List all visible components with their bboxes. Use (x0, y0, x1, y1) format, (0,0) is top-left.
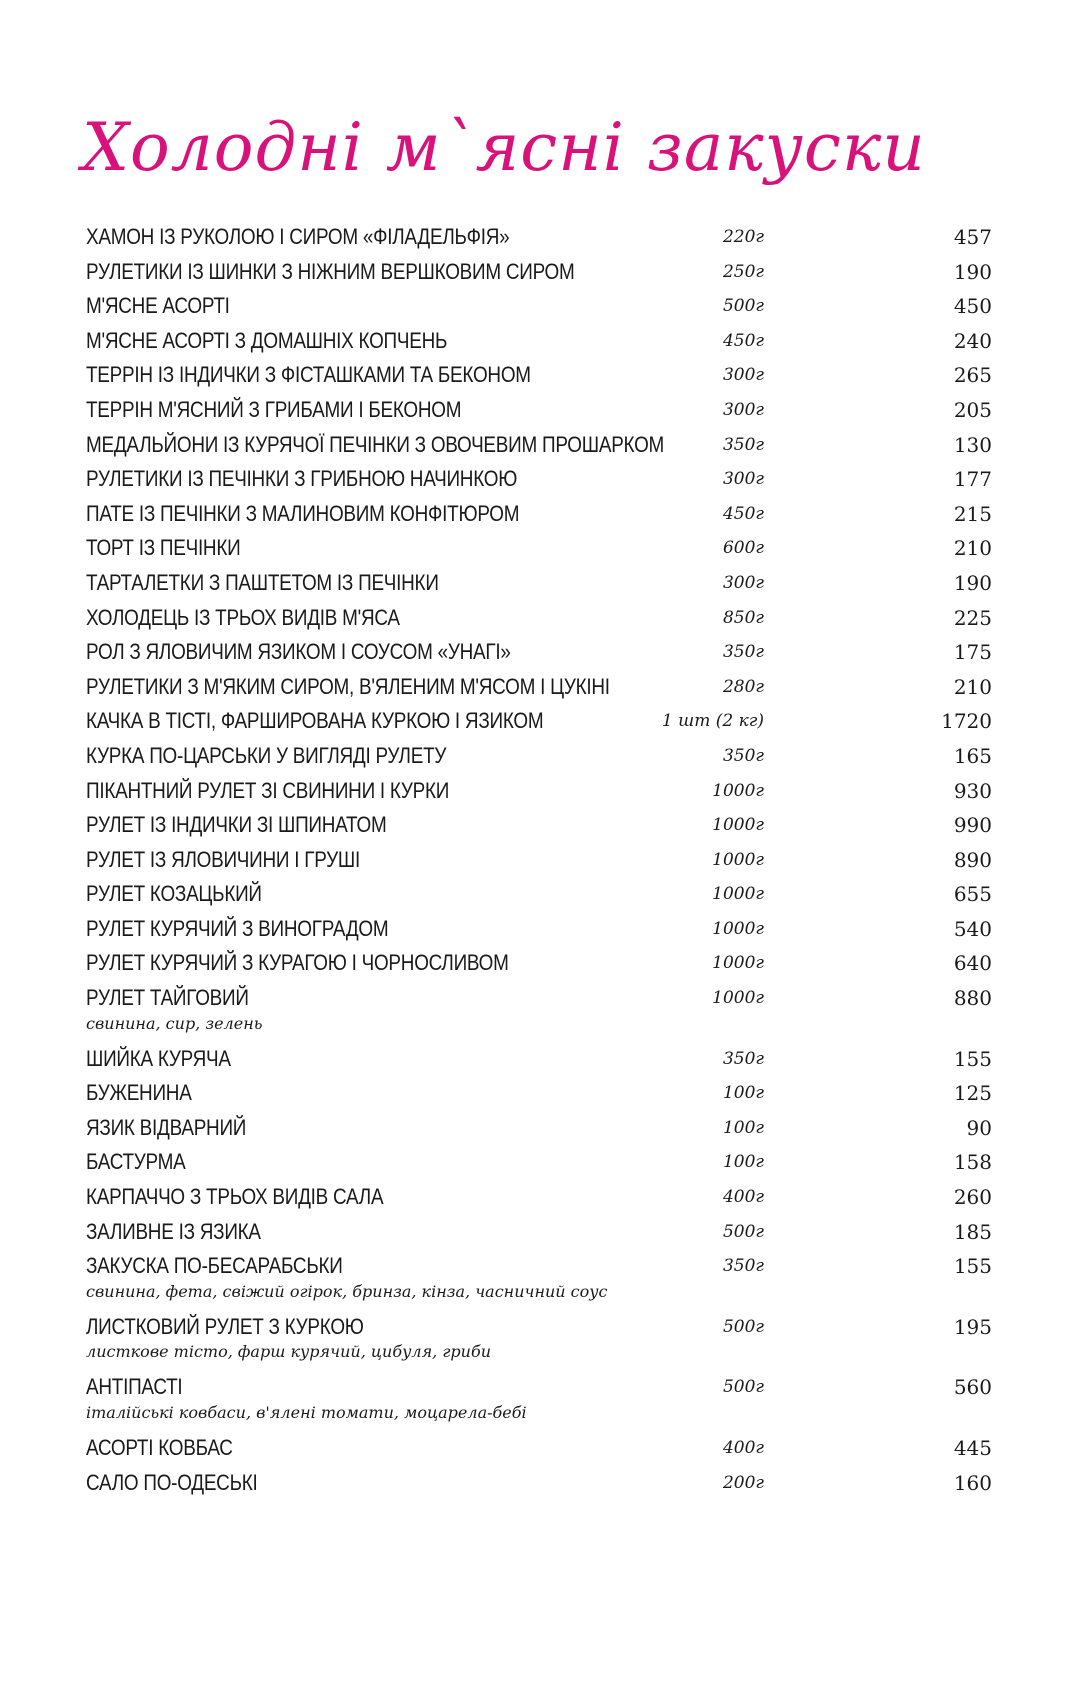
menu-item (86, 220, 992, 255)
menu-item-row (86, 497, 992, 532)
menu-item-row (86, 566, 992, 601)
dish-name: ЗАКУСКА ПО-БЕСАРАБСЬКИ (86, 1253, 343, 1279)
dish-name: РУЛЕТ ТАЙГОВИЙ (86, 985, 249, 1011)
dish-name: РУЛЕТ КОЗАЦЬКИЙ (86, 881, 262, 907)
menu-list (86, 220, 992, 1500)
dish-name: БУЖЕНИНА (86, 1080, 192, 1106)
menu-item-row (86, 1370, 992, 1405)
dish-weight: 300г (722, 572, 764, 593)
dish-description: італійські ковбаси, в'ялені томати, моцарела-бебі (86, 1403, 527, 1422)
menu-item (86, 1180, 992, 1215)
dish-name: ТЕРРІН М'ЯСНИЙ З ГРИБАМИ І БЕКОНОМ (86, 396, 462, 422)
dish-weight: 1000г (712, 953, 764, 974)
dish-price: 1720 (941, 709, 992, 734)
dish-name: КАЧКА В ТІСТІ, ФАРШИРОВАНА КУРКОЮ І ЯЗИКОМ (86, 708, 544, 734)
dish-weight: 350г (722, 642, 764, 663)
dish-name: БАСТУРМА (86, 1149, 186, 1175)
dish-price: 130 (953, 432, 992, 457)
menu-item-row (86, 358, 992, 393)
menu-item-row (86, 393, 992, 428)
menu-item-row (86, 1215, 992, 1250)
dish-weight: 300г (722, 469, 764, 490)
dish-price: 177 (953, 467, 992, 492)
menu-item-row (86, 635, 992, 670)
menu-item-row (86, 1111, 992, 1146)
menu-item (86, 531, 992, 566)
dish-price: 655 (953, 882, 992, 907)
dish-price: 260 (953, 1185, 992, 1210)
menu-item-row (86, 1145, 992, 1180)
menu-item (86, 774, 992, 809)
menu-item-row (86, 1249, 992, 1284)
dish-name: М'ЯСНЕ АСОРТІ З ДОМАШНІХ КОПЧЕНЬ (86, 327, 448, 353)
menu-item (86, 1042, 992, 1077)
menu-item (86, 566, 992, 601)
menu-item-row (86, 462, 992, 497)
menu-item (86, 1249, 992, 1306)
dish-description: свинина, фета, свіжий огірок, бринза, кінза, часничний соус (86, 1281, 608, 1301)
dish-weight: 350г (722, 1048, 764, 1069)
dish-weight: 350г (722, 745, 764, 766)
dish-weight: 200г (722, 1472, 764, 1493)
dish-name: РУЛЕТ ІЗ ІНДИЧКИ ЗІ ШПИНАТОМ (86, 812, 387, 838)
dish-name: ХОЛОДЕЦЬ ІЗ ТРЬОХ ВИДІВ М'ЯСА (86, 604, 400, 630)
dish-price: 457 (953, 225, 992, 249)
dish-price: 560 (953, 1375, 992, 1400)
page-title: Холодні м`ясні закуски (82, 109, 926, 186)
menu-item (86, 428, 992, 463)
dish-price: 225 (953, 605, 992, 630)
menu-item (86, 1310, 992, 1367)
menu-item-row (86, 704, 992, 739)
menu-item (86, 635, 992, 670)
menu-item-row (86, 739, 992, 774)
dish-price: 540 (953, 916, 992, 941)
menu-item-row (86, 981, 992, 1016)
dish-name: ПАТЕ ІЗ ПЕЧІНКИ З МАЛИНОВИМ КОНФІТЮРОМ (86, 500, 520, 526)
menu-item (86, 877, 992, 912)
dish-name: РУЛЕТ ІЗ ЯЛОВИЧИНИ І ГРУШІ (86, 846, 361, 872)
dish-name: РУЛЕТИКИ ІЗ ШИНКИ З НІЖНИМ ВЕРШКОВИМ СИРОМ (86, 258, 575, 284)
menu-item (86, 1076, 992, 1111)
dish-weight: 1000г (712, 988, 764, 1009)
dish-weight: 300г (722, 365, 764, 386)
dish-price: 125 (953, 1081, 992, 1106)
dish-price: 175 (953, 640, 992, 665)
menu-item-row (86, 1466, 992, 1501)
dish-price: 190 (953, 570, 992, 595)
dish-weight: 400г (722, 1187, 764, 1208)
dish-name: КАРПАЧЧО З ТРЬОХ ВИДІВ САЛА (86, 1184, 384, 1210)
dish-price: 450 (953, 294, 992, 319)
dish-weight: 500г (722, 1221, 764, 1242)
dish-name: ЯЗИК ВІДВАРНИЙ (86, 1114, 247, 1140)
dish-price: 640 (953, 951, 992, 976)
menu-item (86, 1466, 992, 1501)
menu-item-row (86, 1180, 992, 1215)
menu-item-row (86, 428, 992, 463)
dish-name: ЛИСТКОВИЙ РУЛЕТ З КУРКОЮ (86, 1313, 364, 1339)
dish-name: РУЛЕТ КУРЯЧИЙ З КУРАГОЮ І ЧОРНОСЛИВОМ (86, 950, 509, 976)
menu-item-row (86, 324, 992, 359)
dish-price: 880 (953, 986, 992, 1011)
dish-weight: 100г (722, 1083, 764, 1104)
dish-price: 890 (953, 847, 992, 872)
dish-weight: 100г (722, 1117, 764, 1138)
dish-weight: 1000г (712, 884, 764, 905)
dish-price: 90 (966, 1115, 992, 1140)
dish-name: ТАРТАЛЕТКИ З ПАШТЕТОМ ІЗ ПЕЧІНКИ (86, 569, 439, 595)
menu-item-row (86, 1431, 992, 1466)
menu-item (86, 1431, 992, 1466)
menu-item-row (86, 289, 992, 324)
dish-weight: 1000г (712, 849, 764, 870)
menu-item-row (86, 774, 992, 809)
menu-item (86, 601, 992, 636)
dish-price: 155 (953, 1046, 992, 1071)
dish-weight: 500г (722, 296, 764, 317)
menu-item-row (86, 808, 992, 843)
dish-weight: 500г (722, 1377, 764, 1398)
dish-weight: 280г (722, 676, 764, 697)
dish-price: 155 (953, 1254, 992, 1279)
dish-name: ШИЙКА КУРЯЧА (86, 1045, 231, 1071)
dish-weight: 400г (722, 1438, 764, 1458)
menu-item (86, 497, 992, 532)
menu-item (86, 358, 992, 393)
menu-item-row (86, 946, 992, 981)
menu-item (86, 1370, 992, 1427)
menu-item (86, 808, 992, 843)
dish-name: АСОРТІ КОВБАС (86, 1435, 233, 1460)
menu-item (86, 255, 992, 290)
menu-item (86, 1111, 992, 1146)
menu-item (86, 843, 992, 878)
dish-name: М'ЯСНЕ АСОРТІ (86, 293, 230, 319)
dish-price: 158 (953, 1150, 992, 1175)
menu-item (86, 462, 992, 497)
dish-price: 210 (953, 674, 992, 699)
menu-item (86, 739, 992, 774)
menu-item-row (86, 877, 992, 912)
dish-name: РОЛ З ЯЛОВИЧИМ ЯЗИКОМ І СОУСОМ «УНАГІ» (86, 639, 511, 665)
dish-name: ТЕРРІН ІЗ ІНДИЧКИ З ФІСТАШКАМИ ТА БЕКОНОМ (86, 362, 531, 388)
menu-item (86, 670, 992, 705)
dish-price: 165 (953, 743, 992, 768)
dish-weight: 1000г (712, 815, 764, 836)
dish-name: РУЛЕТИКИ ІЗ ПЕЧІНКИ З ГРИБНОЮ НАЧИНКОЮ (86, 466, 518, 492)
dish-name: КУРКА ПО-ЦАРСЬКИ У ВИГЛЯДІ РУЛЕТУ (86, 742, 447, 768)
dish-name: ЗАЛИВНЕ ІЗ ЯЗИКА (86, 1218, 261, 1244)
dish-weight: 450г (722, 330, 764, 351)
menu-item-row (86, 601, 992, 636)
dish-price: 195 (953, 1314, 992, 1339)
menu-item-row (86, 912, 992, 947)
menu-item-row (86, 220, 992, 255)
dish-description: свинина, сир, зелень (86, 1013, 263, 1033)
menu-item (86, 393, 992, 428)
dish-name: МЕДАЛЬЙОНИ ІЗ КУРЯЧОЇ ПЕЧІНКИ З ОВОЧЕВИМ ПРОШАРКОМ (86, 431, 665, 457)
menu-item (86, 289, 992, 324)
dish-name: ХАМОН ІЗ РУКОЛОЮ І СИРОМ «ФІЛАДЕЛЬФІЯ» (86, 224, 510, 249)
menu-item-row (86, 1076, 992, 1111)
dish-name: РУЛЕТ КУРЯЧИЙ З ВИНОГРАДОМ (86, 915, 389, 941)
dish-price: 160 (953, 1470, 992, 1495)
dish-weight: 1000г (712, 780, 764, 801)
menu-item (86, 912, 992, 947)
dish-price: 445 (953, 1436, 992, 1460)
menu-item (86, 704, 992, 739)
dish-name: РУЛЕТИКИ З М'ЯКИМ СИРОМ, В'ЯЛЕНИМ М'ЯСОМ І ЦУКІНІ (86, 673, 610, 699)
dish-price: 990 (953, 813, 992, 838)
menu-item (86, 1145, 992, 1180)
dish-weight: 450г (722, 503, 764, 524)
dish-weight: 1 шт (2 кг) (661, 711, 764, 732)
menu-item (86, 1215, 992, 1250)
dish-price: 205 (953, 397, 992, 422)
dish-weight: 250г (722, 261, 764, 282)
dish-weight: 500г (722, 1316, 764, 1337)
menu-item-row (86, 1042, 992, 1077)
dish-price: 210 (953, 536, 992, 561)
menu-item-row (86, 531, 992, 566)
dish-weight: 1000г (712, 918, 764, 939)
dish-weight: 850г (722, 607, 764, 628)
dish-name: ПІКАНТНИЙ РУЛЕТ ЗІ СВИНИНИ І КУРКИ (86, 777, 450, 803)
dish-weight: 350г (722, 1256, 764, 1277)
menu-item-row (86, 1310, 992, 1345)
menu-item-row (86, 843, 992, 878)
menu-item (86, 946, 992, 981)
dish-weight: 220г (722, 227, 764, 247)
dish-price: 265 (953, 363, 992, 388)
dish-price: 190 (953, 259, 992, 284)
dish-name: САЛО ПО-ОДЕСЬКІ (86, 1469, 258, 1495)
menu-item-row (86, 670, 992, 705)
dish-name: АНТІПАСТІ (86, 1374, 183, 1400)
dish-name: ТОРТ ІЗ ПЕЧІНКИ (86, 535, 241, 561)
dish-weight: 300г (722, 399, 764, 420)
dish-weight: 350г (722, 434, 764, 455)
dish-price: 215 (953, 501, 992, 526)
dish-price: 185 (953, 1219, 992, 1244)
menu-item (86, 324, 992, 359)
dish-price: 240 (953, 328, 992, 353)
dish-weight: 600г (722, 538, 764, 559)
dish-weight: 100г (722, 1152, 764, 1173)
dish-description: листкове тісто, фарш курячий, цибуля, гриби (86, 1342, 492, 1362)
dish-price: 930 (953, 778, 992, 803)
menu-item (86, 981, 992, 1038)
menu-item-row (86, 255, 992, 290)
